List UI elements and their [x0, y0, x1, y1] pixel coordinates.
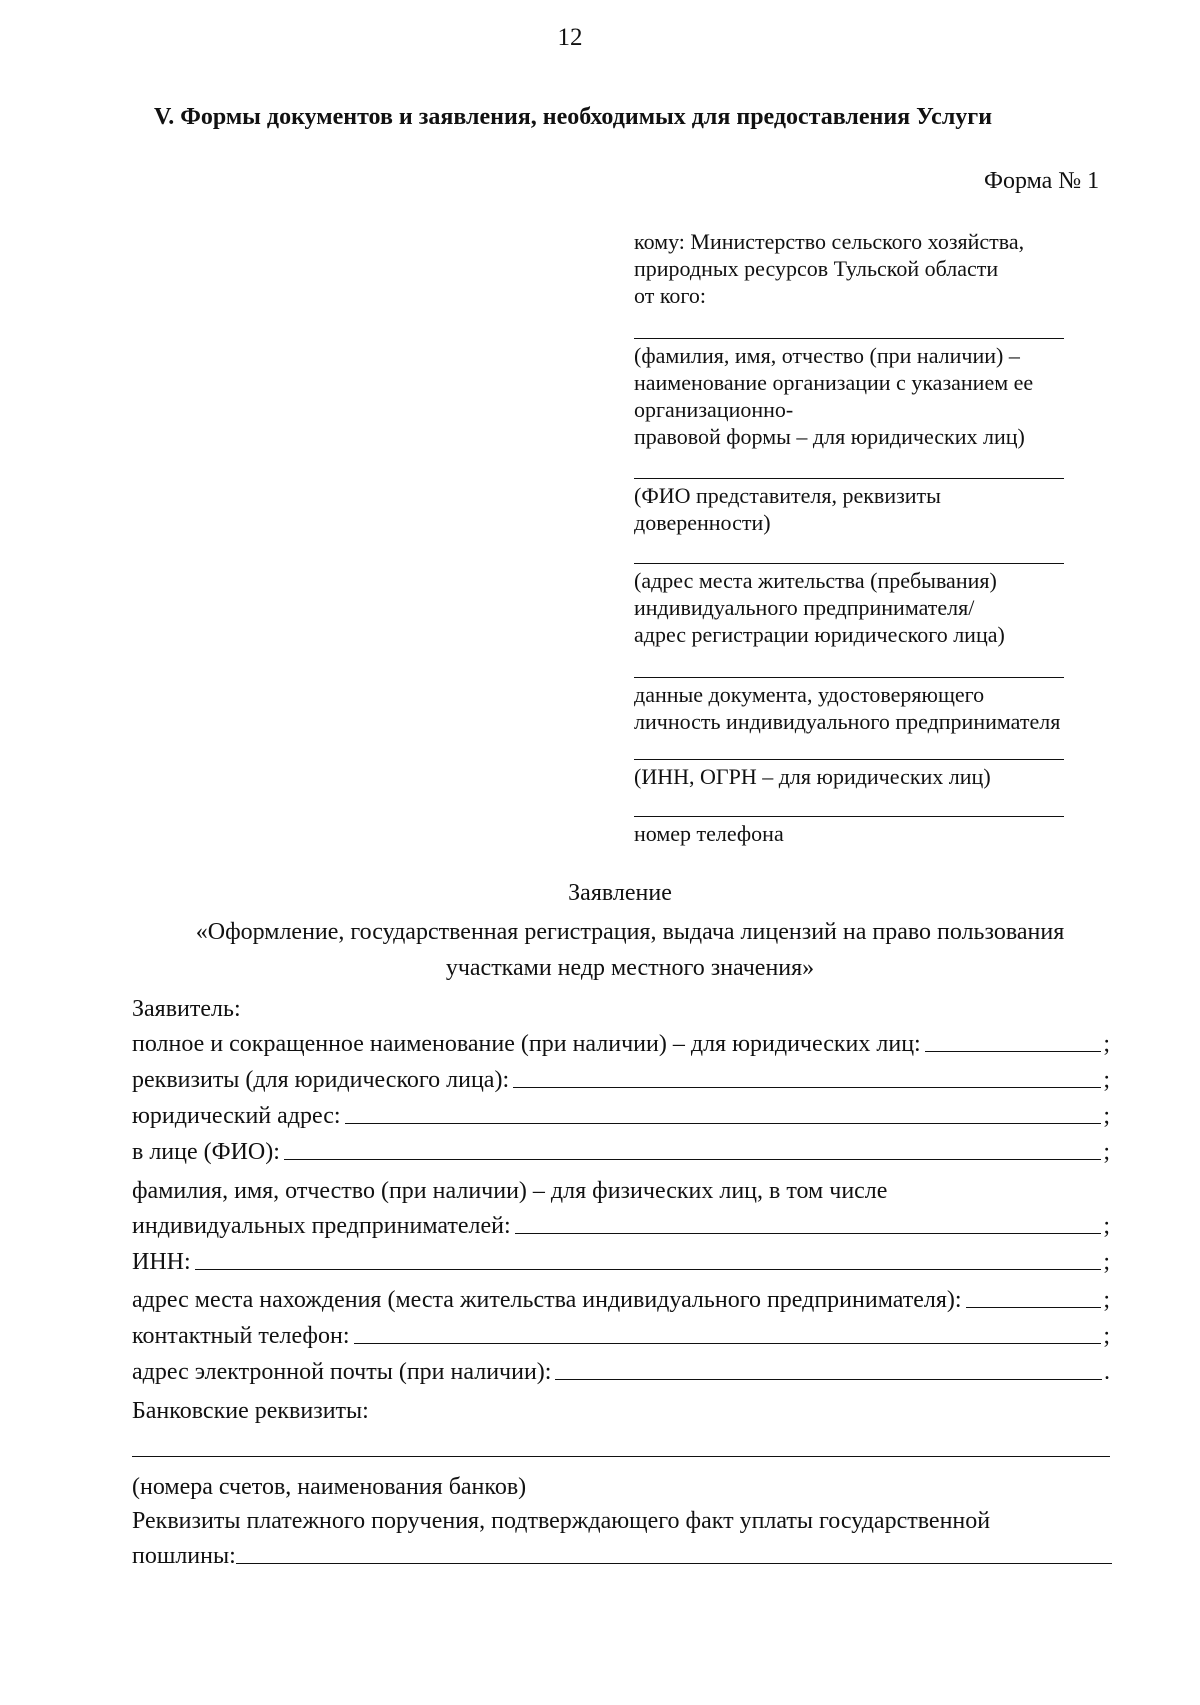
field-label: юридический адрес: [132, 1103, 341, 1129]
field-input-line[interactable] [354, 1343, 1102, 1344]
field-input-line[interactable] [345, 1123, 1102, 1124]
inn-ogrn-line[interactable] [634, 759, 1064, 760]
form-number: Форма № 1 [984, 168, 1100, 194]
field-label: реквизиты (для юридического лица): [132, 1067, 510, 1093]
field-row-requisites[interactable] [132, 1060, 1110, 1094]
statement-subtitle: «Оформление, государственная регистрация, выдача лицензий на право пользования участками недр местного значения» [195, 919, 1065, 981]
field-label: в лице (ФИО): [132, 1139, 280, 1165]
field-end: . [1104, 1359, 1110, 1385]
field-input-line[interactable] [513, 1087, 1101, 1088]
caption-line: личность индивидуального предпринимателя [634, 709, 1061, 734]
id-document-caption [634, 681, 1074, 735]
caption-line: данные документа, удостоверяющего [634, 682, 985, 707]
caption-line: (фамилия, имя, отчество (при наличии) – [634, 343, 1020, 368]
caption-line: (ИНН, ОГРН – для юридических лиц) [634, 764, 991, 789]
field-end: ; [1103, 1103, 1110, 1129]
field-label: контактный телефон: [132, 1323, 350, 1349]
page-number: 12 [557, 24, 583, 51]
caption-line: номер телефона [634, 821, 784, 846]
section-title: V. Формы документов и заявления, необходимых для предоставления Услуги [154, 104, 993, 130]
field-row-email[interactable] [132, 1352, 1110, 1386]
caption-line: (ФИО представителя, реквизиты [634, 483, 941, 508]
field-row-location-address[interactable] [132, 1280, 1110, 1314]
field-input-line[interactable] [925, 1051, 1102, 1052]
from-label: от кого: [634, 283, 706, 308]
field-input-line[interactable] [195, 1269, 1102, 1270]
field-end: ; [1103, 1031, 1110, 1057]
field-label: индивидуальных предпринимателей: [132, 1213, 511, 1239]
field-end: ; [1103, 1323, 1110, 1349]
address-caption [634, 567, 1074, 648]
address-line[interactable] [634, 563, 1064, 564]
representative-line[interactable] [634, 478, 1064, 479]
statement-title: Заявление [568, 880, 672, 906]
recipient-line: кому: Министерство сельского хозяйства, [634, 229, 1025, 254]
caption-line: доверенности) [634, 510, 771, 535]
id-document-line[interactable] [634, 677, 1064, 678]
field-row-phone[interactable] [132, 1316, 1110, 1350]
field-label: ИНН: [132, 1249, 191, 1275]
applicant-label: Заявитель: [132, 996, 241, 1022]
field-label: пошлины: [132, 1543, 236, 1569]
field-input-line[interactable] [284, 1159, 1101, 1160]
recipient-line: природных ресурсов Тульской области [634, 256, 999, 281]
field-input-line[interactable] [555, 1379, 1102, 1380]
field-row-entrepreneurs[interactable] [132, 1206, 1110, 1240]
field-label: адрес электронной почты (при наличии): [132, 1359, 552, 1385]
bank-caption: (номера счетов, наименования банков) [132, 1474, 527, 1500]
caption-line: индивидуального предпринимателя/ [634, 595, 975, 620]
field-label: адрес места нахождения (места жительства индивидуального предпринимателя): [132, 1287, 962, 1313]
caption-line: адрес регистрации юридического лица) [634, 622, 1005, 647]
caption-line: правовой формы – для юридических лиц) [634, 424, 1025, 449]
individual-label: фамилия, имя, отчество (при наличии) – для физических лиц, в том числе [132, 1178, 888, 1204]
payment-label: Реквизиты платежного поручения, подтверждающего факт уплаты государственной [132, 1508, 991, 1534]
inn-ogrn-caption [634, 763, 1074, 790]
field-end: ; [1103, 1287, 1110, 1313]
field-input-line[interactable] [515, 1233, 1102, 1234]
caption-line: наименование организации с указанием ее [634, 370, 1034, 395]
field-row-represented-by[interactable] [132, 1132, 1110, 1166]
caption-line: (адрес места жительства (пребывания) [634, 568, 997, 593]
applicant-name-caption [634, 342, 1074, 450]
phone-line[interactable] [634, 816, 1064, 817]
field-label: полное и сокращенное наименование (при наличии) – для юридических лиц: [132, 1031, 921, 1057]
bank-details-line[interactable] [132, 1456, 1110, 1457]
phone-caption [634, 820, 1074, 847]
field-input-line[interactable] [236, 1563, 1112, 1564]
recipient-block [634, 228, 1074, 309]
field-row-legal-name[interactable] [132, 1024, 1110, 1058]
field-end: ; [1103, 1139, 1110, 1165]
field-end: ; [1103, 1067, 1110, 1093]
bank-label: Банковские реквизиты: [132, 1398, 369, 1424]
field-row-duty[interactable] [132, 1536, 1112, 1570]
field-row-legal-address[interactable] [132, 1096, 1110, 1130]
field-row-inn[interactable] [132, 1242, 1110, 1276]
field-input-line[interactable] [966, 1307, 1102, 1308]
applicant-name-line[interactable] [634, 338, 1064, 339]
field-end: ; [1103, 1249, 1110, 1275]
caption-line: организационно- [634, 397, 794, 422]
field-end: ; [1103, 1213, 1110, 1239]
representative-caption [634, 482, 1074, 536]
